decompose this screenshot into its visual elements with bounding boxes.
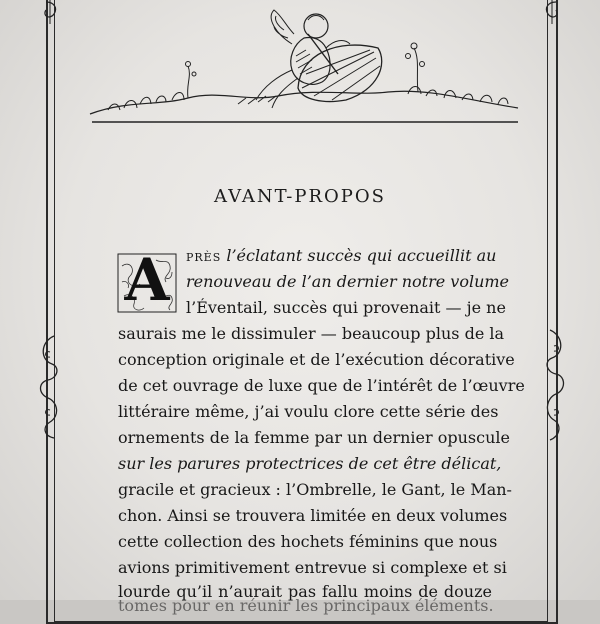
text-line-14: lourde qu’il n’aurait pas fallu moins de douze bbox=[118, 582, 492, 601]
text-line-15-cropped: tomes pour en réunir les principaux éléments. bbox=[118, 596, 494, 615]
dropcap-letter: A bbox=[124, 246, 170, 314]
text-line-12: cette collection des hochets féminins que nous bbox=[118, 532, 498, 551]
text-line-8: ornements de la femme par un dernier opuscule bbox=[118, 428, 510, 447]
text-line-2: renouveau de l’an dernier notre volume bbox=[186, 272, 510, 291]
text-line-4: saurais me le dissimuler — beaucoup plus de la bbox=[118, 324, 505, 343]
text-line-11: chon. Ainsi se trouvera limitée en deux volumes bbox=[118, 506, 508, 525]
text-line-1: près l’éclatant succès qui accueillit au bbox=[186, 246, 497, 265]
text-line-13: avions primitivement entrevue si complexe et si bbox=[118, 558, 507, 577]
dropcap-continuation: près bbox=[186, 246, 222, 265]
text-line-3: l’Éventail, succès qui provenait — je ne bbox=[186, 298, 506, 317]
text-line-7: littéraire même, j’ai voulu clore cette série des bbox=[118, 402, 499, 421]
text-line-6: de cet ouvrage de luxe que de l’intérêt de l’œuvre bbox=[118, 376, 525, 395]
text-line-5: conception originale et de l’exécution décorative bbox=[118, 350, 515, 369]
text-line-9: sur les parures protectrices de cet être délicat, bbox=[118, 454, 502, 473]
chapter-title: AVANT-PROPOS bbox=[213, 186, 387, 207]
text-line-10: gracile et gracieux : l’Ombrelle, le Gant, le Man- bbox=[118, 480, 512, 499]
